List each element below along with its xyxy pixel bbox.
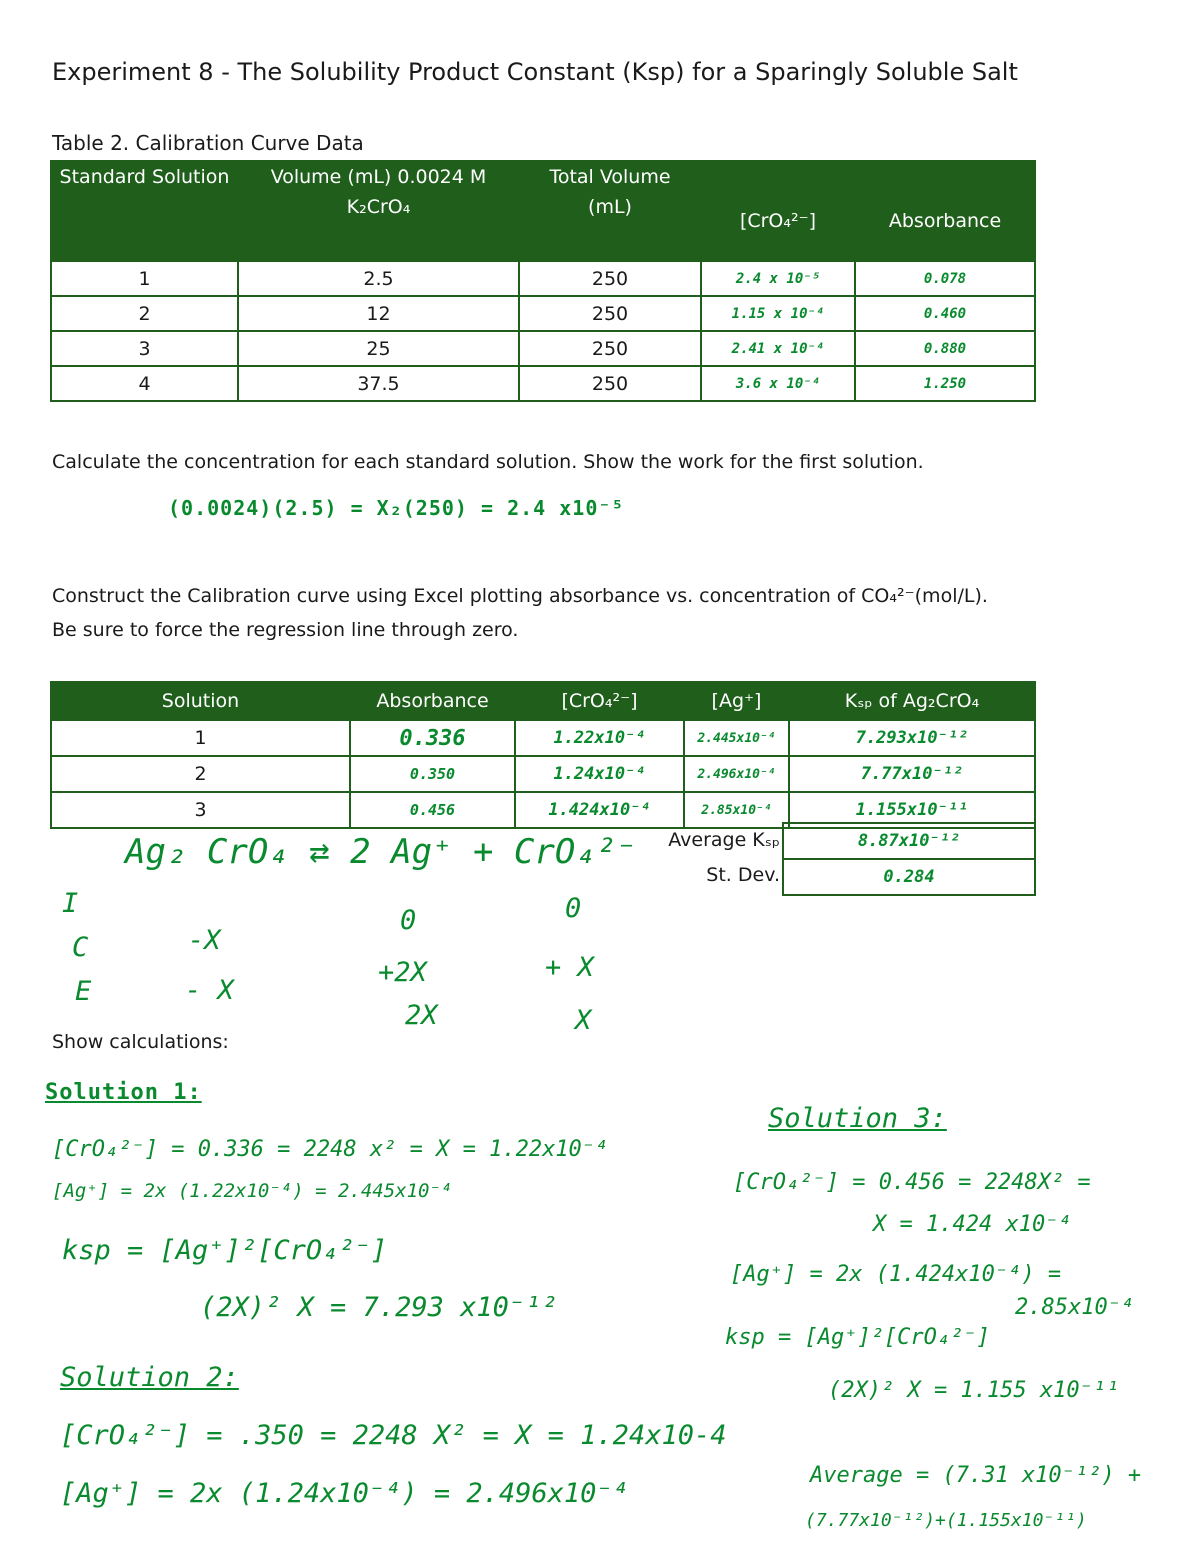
average-ksp-value: 8.87x10⁻¹² — [783, 823, 1035, 859]
cell-solution: 1 — [51, 720, 350, 756]
ice-i-cro4: 0 — [565, 893, 582, 924]
average-ksp-label: Average Kₛₚ — [668, 829, 780, 851]
st-dev-value: 0.284 — [783, 859, 1035, 895]
ice-i-ag: 0 — [400, 905, 417, 936]
cell-absorbance: 0.880 — [855, 331, 1035, 366]
solution3-line2: X = 1.424 x10⁻⁴ — [873, 1212, 1072, 1237]
cell-ag: 2.445x10⁻⁴ — [684, 720, 789, 756]
cell-cro4: 1.24x10⁻⁴ — [515, 756, 684, 792]
cell-absorbance: 0.350 — [350, 756, 515, 792]
cell-absorbance: 0.078 — [855, 261, 1035, 296]
cell-volume: 37.5 — [238, 366, 519, 401]
cell-ag: 2.85x10⁻⁴ — [684, 792, 789, 828]
header-ksp: Kₛₚ of Ag₂CrO₄ — [789, 682, 1035, 720]
solution1-line1: [CrO₄²⁻] = 0.336 = 2248 x² = X = 1.22x10⁻⁴ — [52, 1137, 609, 1162]
cell-concentration: 2.4 x 10⁻⁵ — [701, 261, 855, 296]
table-row — [51, 756, 1035, 792]
cell-ksp: 7.293x10⁻¹² — [789, 720, 1035, 756]
cell-total-volume: 250 — [519, 331, 701, 366]
header-ag: [Ag⁺] — [684, 682, 789, 720]
solution3-line4: 2.85x10⁻⁴ — [1015, 1295, 1135, 1320]
cell-total-volume: 250 — [519, 296, 701, 331]
table-row — [51, 720, 1035, 756]
cell-volume: 2.5 — [238, 261, 519, 296]
cell-concentration: 2.41 x 10⁻⁴ — [701, 331, 855, 366]
header-volume: Volume (mL) 0.0024 M K₂CrO₄ — [238, 161, 519, 261]
table-row — [783, 823, 1035, 859]
ice-label-c: C — [72, 932, 89, 963]
header-standard-solution: Standard Solution — [51, 161, 238, 261]
cell-ksp: 7.77x10⁻¹² — [789, 756, 1035, 792]
cell-absorbance: 0.336 — [350, 720, 515, 756]
cell-solution: 1 — [51, 261, 238, 296]
solution3-line6: (2X)² X = 1.155 x10⁻¹¹ — [828, 1378, 1120, 1403]
ice-e-ag: 2X — [405, 1000, 438, 1031]
solution2-line2: [Ag⁺] = 2x (1.24x10⁻⁴) = 2.496x10⁻⁴ — [60, 1478, 629, 1509]
ice-e-cro4: X — [575, 1005, 592, 1036]
cell-total-volume: 250 — [519, 366, 701, 401]
table-row — [51, 331, 1035, 366]
cell-volume: 25 — [238, 331, 519, 366]
ice-label-i: I — [62, 888, 79, 919]
page-title: Experiment 8 - The Solubility Product Constant (Ksp) for a Sparingly Soluble Salt — [52, 58, 1018, 86]
solution1-line3: ksp = [Ag⁺]²[CrO₄²⁻] — [62, 1235, 388, 1266]
header-cro4: [CrO₄²⁻] — [701, 161, 855, 261]
table1-caption: Table 2. Calibration Curve Data — [52, 131, 364, 155]
solution3-line1: [CrO₄²⁻] = 0.456 = 2248X² = — [733, 1170, 1091, 1195]
header-cro4: [CrO₄²⁻] — [515, 682, 684, 720]
solution3-line3: [Ag⁺] = 2x (1.424x10⁻⁴) = — [730, 1262, 1062, 1287]
cell-absorbance: 0.456 — [350, 792, 515, 828]
show-calculations-label: Show calculations: — [52, 1031, 229, 1053]
table-row — [51, 261, 1035, 296]
solution1-heading: Solution 1: — [45, 1080, 202, 1105]
ice-c-ag: +2X — [378, 957, 427, 988]
cell-solution: 4 — [51, 366, 238, 401]
average-line2: (7.77x10⁻¹²)+(1.155x10⁻¹¹) — [805, 1510, 1087, 1531]
summary-table — [782, 822, 1036, 896]
curve-instruction-1: Construct the Calibration curve using Excel plotting absorbance vs. concentration of CO₄²⁻(mol/L). — [52, 585, 988, 607]
calc-instruction: Calculate the concentration for each standard solution. Show the work for the first solution. — [52, 451, 924, 473]
cell-volume: 12 — [238, 296, 519, 331]
cell-absorbance: 1.250 — [855, 366, 1035, 401]
cell-concentration: 3.6 x 10⁻⁴ — [701, 366, 855, 401]
cell-absorbance: 0.460 — [855, 296, 1035, 331]
header-total-volume: Total Volume (mL) — [519, 161, 701, 261]
ice-e-salt: - X — [185, 975, 234, 1006]
curve-instruction-2: Be sure to force the regression line through zero. — [52, 619, 519, 641]
header-solution: Solution — [51, 682, 350, 720]
header-absorbance: Absorbance — [350, 682, 515, 720]
st-dev-label: St. Dev. — [706, 864, 780, 886]
ksp-header-row — [51, 682, 1035, 720]
cell-ksp: 1.155x10⁻¹¹ — [789, 792, 1035, 828]
calibration-header-row — [51, 161, 1035, 261]
solution2-heading: Solution 2: — [60, 1362, 239, 1393]
table-row — [51, 366, 1035, 401]
cell-solution: 3 — [51, 792, 350, 828]
calibration-table — [50, 160, 1036, 402]
cell-concentration: 1.15 x 10⁻⁴ — [701, 296, 855, 331]
cell-cro4: 1.22x10⁻⁴ — [515, 720, 684, 756]
calc-work: (0.0024)(2.5) = X₂(250) = 2.4 x10⁻⁵ — [168, 496, 625, 520]
ksp-table — [50, 681, 1036, 829]
cell-solution: 2 — [51, 296, 238, 331]
solution2-line1: [CrO₄²⁻] = .350 = 2248 X² = X = 1.24x10-4 — [60, 1420, 727, 1451]
ice-equation: Ag₂ CrO₄ ⇄ 2 Ag⁺ + CrO₄²⁻ — [125, 832, 637, 872]
ice-c-salt: -X — [188, 925, 221, 956]
cell-ag: 2.496x10⁻⁴ — [684, 756, 789, 792]
header-absorbance: Absorbance — [855, 161, 1035, 261]
solution1-line4: (2X)² X = 7.293 x10⁻¹² — [200, 1292, 558, 1323]
table-row — [51, 296, 1035, 331]
cell-solution: 3 — [51, 331, 238, 366]
solution1-line2: [Ag⁺] = 2x (1.22x10⁻⁴) = 2.445x10⁻⁴ — [52, 1180, 453, 1202]
cell-cro4: 1.424x10⁻⁴ — [515, 792, 684, 828]
table-row — [783, 859, 1035, 895]
cell-solution: 2 — [51, 756, 350, 792]
ice-c-cro4: + X — [545, 952, 594, 983]
solution3-line5: ksp = [Ag⁺]²[CrO₄²⁻] — [725, 1325, 990, 1350]
cell-total-volume: 250 — [519, 261, 701, 296]
ice-label-e: E — [75, 976, 92, 1007]
average-line1: Average = (7.31 x10⁻¹²) + — [810, 1463, 1142, 1488]
solution3-heading: Solution 3: — [768, 1103, 947, 1134]
